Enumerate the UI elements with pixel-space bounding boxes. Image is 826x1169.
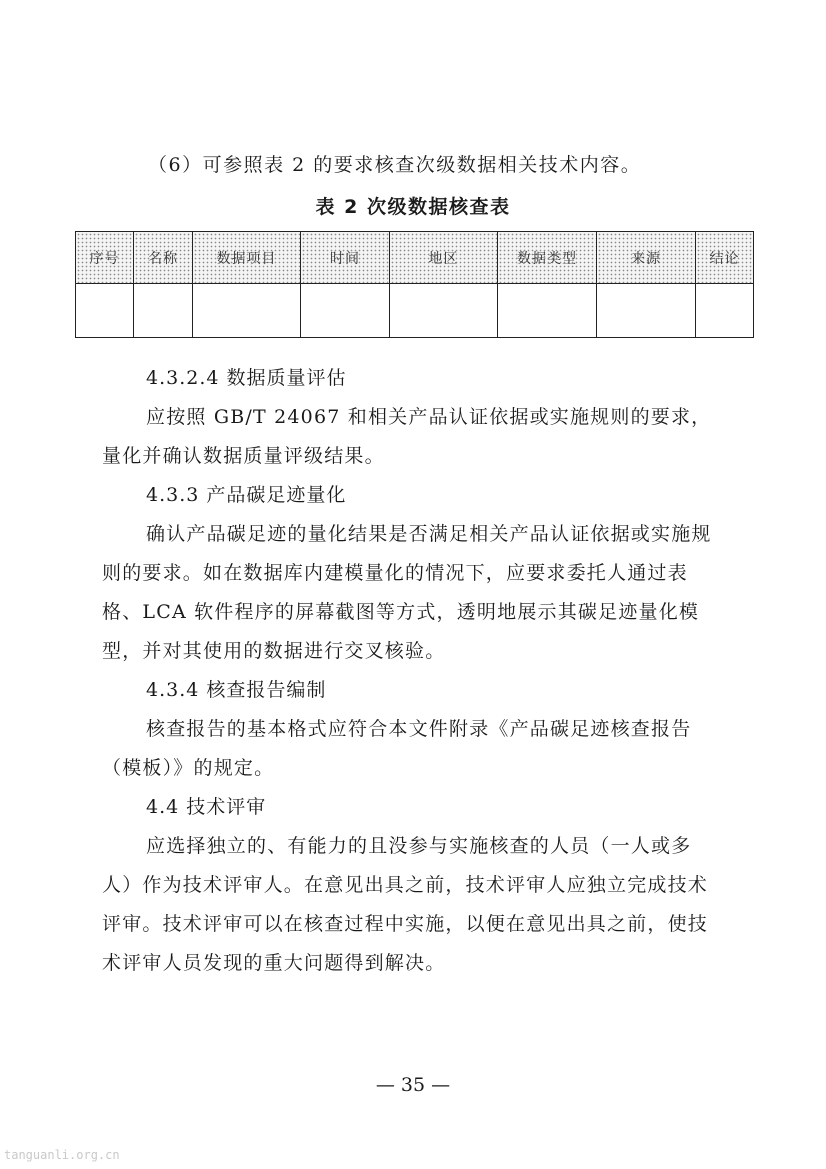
- section-4-4-heading: 4.4 技术评审: [146, 796, 267, 818]
- page-number: — 35 —: [375, 1074, 451, 1096]
- table-cell: [134, 284, 193, 338]
- table-cell: [76, 284, 134, 338]
- table-cell: [597, 284, 696, 338]
- table-title: 表 2 次级数据核查表: [315, 196, 511, 218]
- header-name: 名称: [134, 232, 193, 284]
- section-4-3-2-4-body: 应按照 GB/T 24067 和相关产品认证依据或实施规则的要求，量化并确认数据质量评级结果。: [102, 406, 712, 467]
- section-4-3-4-body: 核查报告的基本格式应符合本文件附录《产品碳足迹核查报告（模板）》的规定。: [102, 718, 692, 779]
- table-row: [76, 284, 754, 338]
- header-data-item: 数据项目: [193, 232, 301, 284]
- secondary-data-check-table: [75, 231, 754, 338]
- header-conclusion: 结论: [696, 232, 754, 284]
- section-4-3-4-heading: 4.3.4 核查报告编制: [146, 679, 327, 701]
- intro-line: （6）可参照表 2 的要求核查次级数据相关技术内容。: [148, 154, 642, 176]
- section-4-3-3-body: 确认产品碳足迹的量化结果是否满足相关产品认证依据或实施规则的要求。如在数据库内建模量化的情况下，应要求委托人通过表格、LCA 软件程序的屏幕截图等方式，透明地展示其碳足迹量化模型，并对其使用的数据进行交叉核验。: [102, 523, 712, 662]
- section-4-4-body: 应选择独立的、有能力的且没参与实施核查的人员（一人或多人）作为技术评审人。在意见出具之前，技术评审人应独立完成技术评审。技术评审可以在核查过程中实施，以便在意见出具之前，使技术评审人员发现的重大问题得到解决。: [102, 835, 709, 974]
- section-4-3-2-4-heading: 4.3.2.4 数据质量评估: [146, 367, 347, 389]
- table-header-row: [76, 232, 754, 284]
- table-cell: [390, 284, 498, 338]
- header-serial: 序号: [76, 232, 134, 284]
- header-region: 地区: [390, 232, 498, 284]
- section-4-3-3-heading: 4.3.3 产品碳足迹量化: [146, 484, 347, 506]
- table-cell: [696, 284, 754, 338]
- table-cell: [301, 284, 390, 338]
- header-source: 来源: [597, 232, 696, 284]
- watermark-text: tanguanli.org.cn: [4, 1148, 120, 1162]
- table-cell: [498, 284, 597, 338]
- header-data-type: 数据类型: [498, 232, 597, 284]
- header-time: 时间: [301, 232, 390, 284]
- table-cell: [193, 284, 301, 338]
